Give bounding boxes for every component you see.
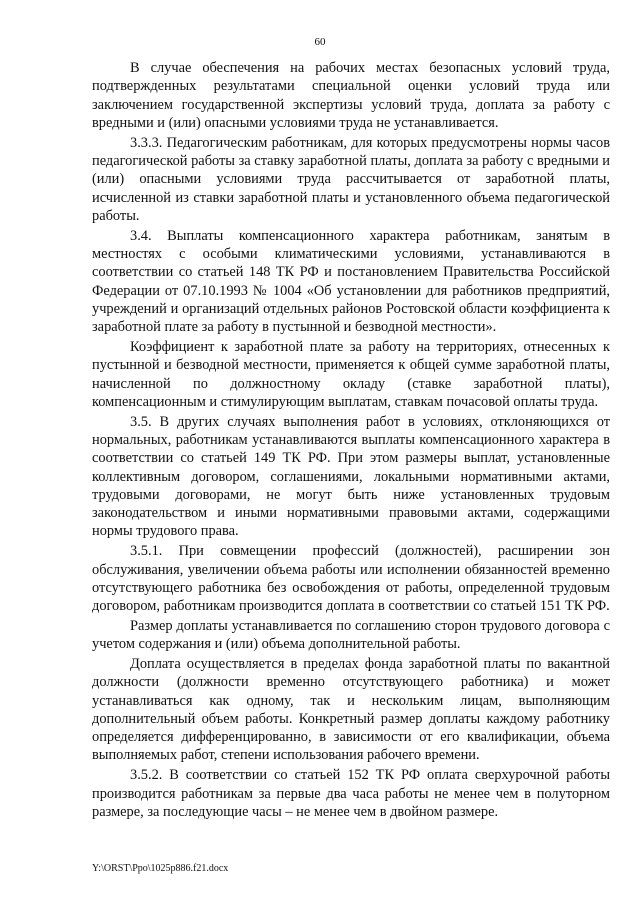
page-number: 60 [314,36,326,48]
paragraph: 3.3.3. Педагогическим работникам, для которых предусмотрены нормы часов педагогической работы за ставку заработной платы, доплата за работу с вредными и (или) опасными условиями труда рассчитывается от заработной платы, исчисленной из ставки заработной платы и установленного объема педагогической работы. [92,134,610,224]
paragraph: 3.5. В других случаях выполнения работ в условиях, отклоняющихся от нормальных, работникам устанавливаются выплаты компенсационного характера в соответствии со статьей 149 ТК РФ. При этом размеры выплат, установленные коллективным договором, соглашениями, локальными нормативными актами, трудовыми договорами, не могут быть ниже установленных трудовым законодательством и иными нормативными правовыми актами, содержащими нормы трудового права. [92,413,610,540]
document-body [92,59,610,823]
paragraph: Коэффициент к заработной плате за работу на территориях, отнесенных к пустынной и безводной местности, применяется к общей сумме заработной платы, начисленной по должностному окладу (ставке заработной платы), компенсационным и стимулирующим выплатам, ставкам почасовой оплаты труда. [92,338,610,410]
paragraph: 3.4. Выплаты компенсационного характера работникам, занятым в местностях с особыми климатическими условиями, устанавливаются в соответствии со статьей 148 ТК РФ и постановлением Правительства Российской Федерации от 07.10.1993 № 1004 «Об установлении для работников предприятий, учреждений и организаций отдельных районов Ростовской области коэффициента к заработной плате за работу в пустынной и безводной местности». [92,227,610,336]
paragraph: 3.5.2. В соответствии со статьей 152 ТК РФ оплата сверхурочной работы производится работникам за первые два часа работы не менее чем в полуторном размере, за последующие часы – не менее чем в двойном размере. [92,767,610,820]
footer-file-path: Y:\ORST\Ppo\1025p886.f21.docx [92,863,229,874]
paragraph: Размер доплаты устанавливается по соглашению сторон трудового договора с учетом содержания и (или) объема дополнительной работы. [92,617,610,653]
paragraph: 3.5.1. При совмещении профессий (должностей), расширении зон обслуживания, увеличении объема работы или исполнении обязанностей временно отсутствующего работника без освобождения от работы, определенной трудовым договором, работникам производится доплата в соответствии со статьей 151 ТК РФ. [92,543,610,615]
paragraph: В случае обеспечения на рабочих местах безопасных условий труда, подтвержденных результатами специальной оценки условий труда или заключением государственной экспертизы условий труда, доплата за работу с вредными и (или) опасными условиями труда не устанавливается. [92,60,610,131]
paragraph: Доплата осуществляется в пределах фонда заработной платы по вакантной должности (должности временно отсутствующего работника) и может устанавливаться как одному, так и нескольким лицам, выполняющим дополнительный объем работы. Конкретный размер доплаты каждому работнику определяется дифференцированно, в зависимости от его квалификации, объема выполняемых работ, степени использования рабочего времени. [92,656,610,764]
